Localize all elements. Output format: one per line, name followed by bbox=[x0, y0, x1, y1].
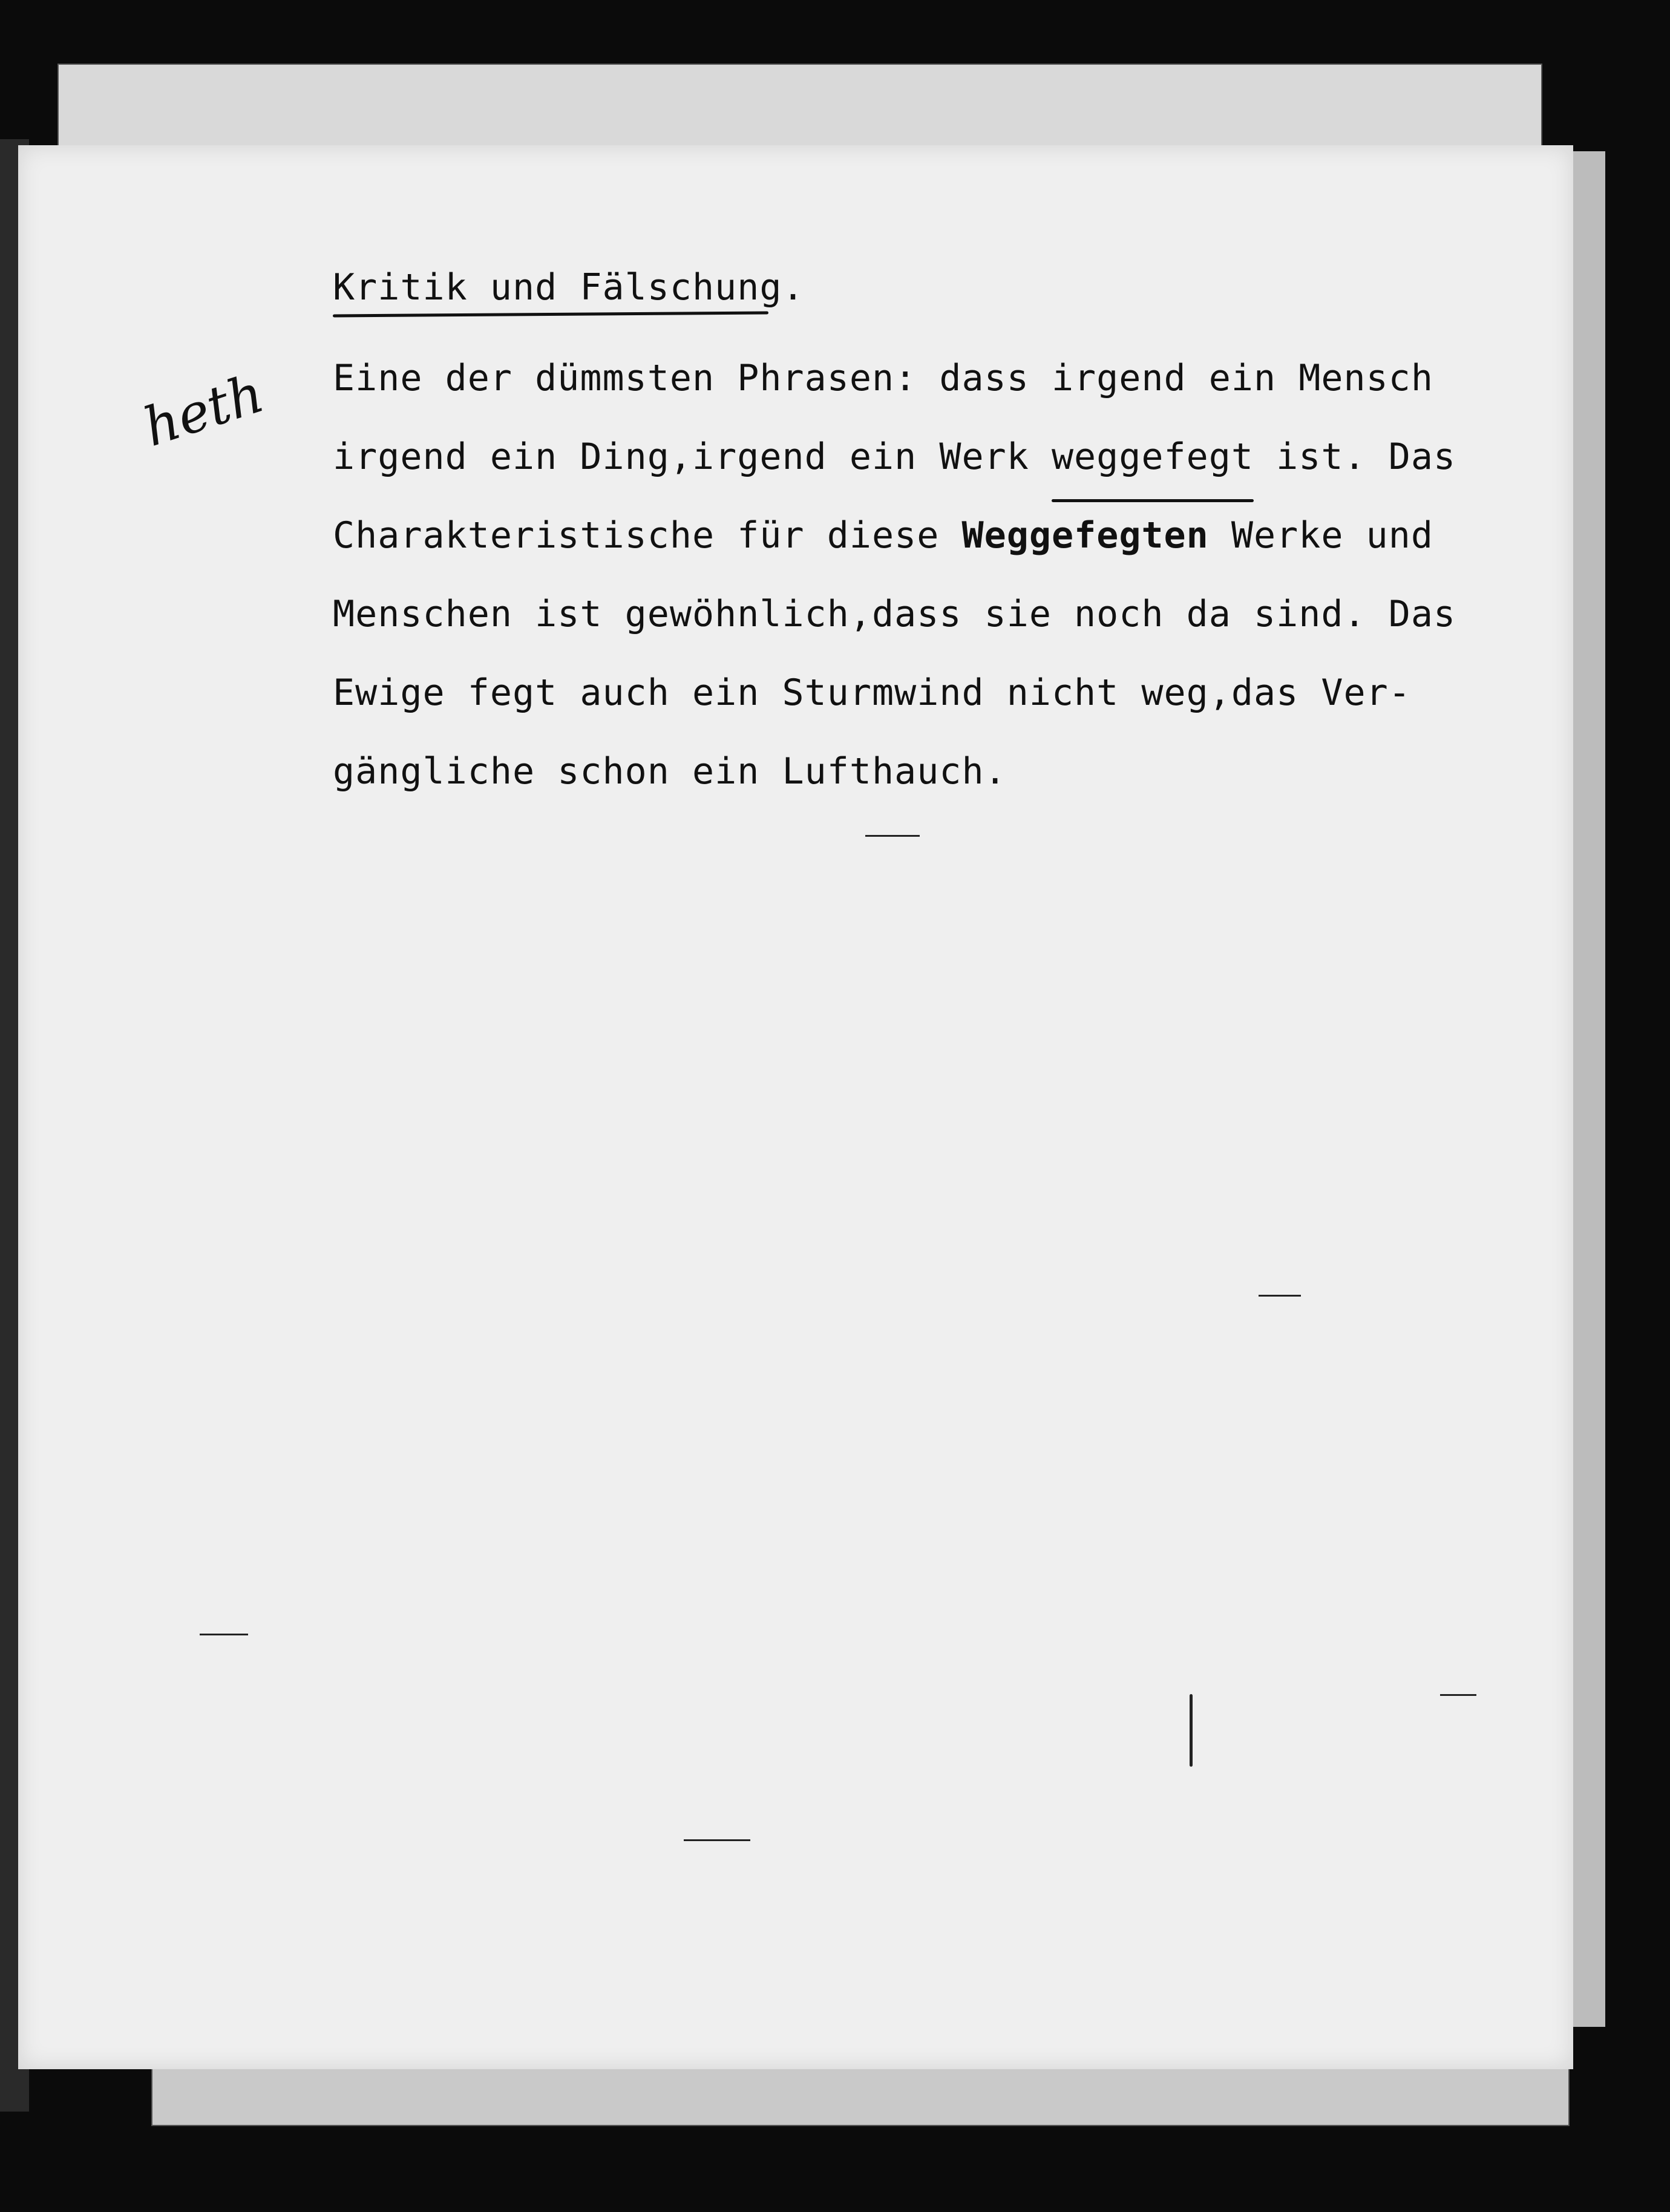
line-text: Menschen ist gewöhnlich,dass sie noch da sind. Das bbox=[333, 593, 1456, 635]
scan-speck bbox=[865, 835, 920, 837]
document-title: Kritik und Fälschung. bbox=[333, 254, 805, 321]
line-text: Ewige fegt auch ein Sturmwind nicht weg,das Ver- bbox=[333, 672, 1411, 714]
scan-speck bbox=[200, 1634, 248, 1635]
text-line-4 bbox=[333, 575, 1543, 653]
line-text: Eine der dümmsten Phrasen: dass irgend ein Mensch bbox=[333, 357, 1434, 399]
text-line-1 bbox=[333, 339, 1543, 417]
underlined-word: weggefegt bbox=[1052, 417, 1254, 496]
text-line-6 bbox=[333, 732, 1543, 811]
overtyped-word: Weggefegten bbox=[961, 514, 1209, 557]
typed-text-block bbox=[333, 254, 1543, 811]
scan-speck bbox=[1259, 1295, 1301, 1297]
line-text: irgend ein Ding,irgend ein Werk bbox=[333, 436, 1052, 478]
scan-speck bbox=[684, 1839, 750, 1841]
line-text: gängliche schon ein Lufthauch. bbox=[333, 750, 1007, 793]
handwritten-margin-note: heth bbox=[136, 361, 271, 459]
scan-speck bbox=[1440, 1694, 1476, 1696]
text-line-2 bbox=[333, 417, 1543, 496]
typed-page bbox=[18, 145, 1573, 2069]
line-text: ist. Das bbox=[1254, 436, 1456, 478]
text-line-3 bbox=[333, 496, 1543, 575]
pencil-mark bbox=[1190, 1694, 1193, 1767]
text-line-5 bbox=[333, 653, 1543, 732]
line-text: Charakteristische für diese bbox=[333, 514, 962, 557]
line-text: Werke und bbox=[1208, 514, 1434, 557]
